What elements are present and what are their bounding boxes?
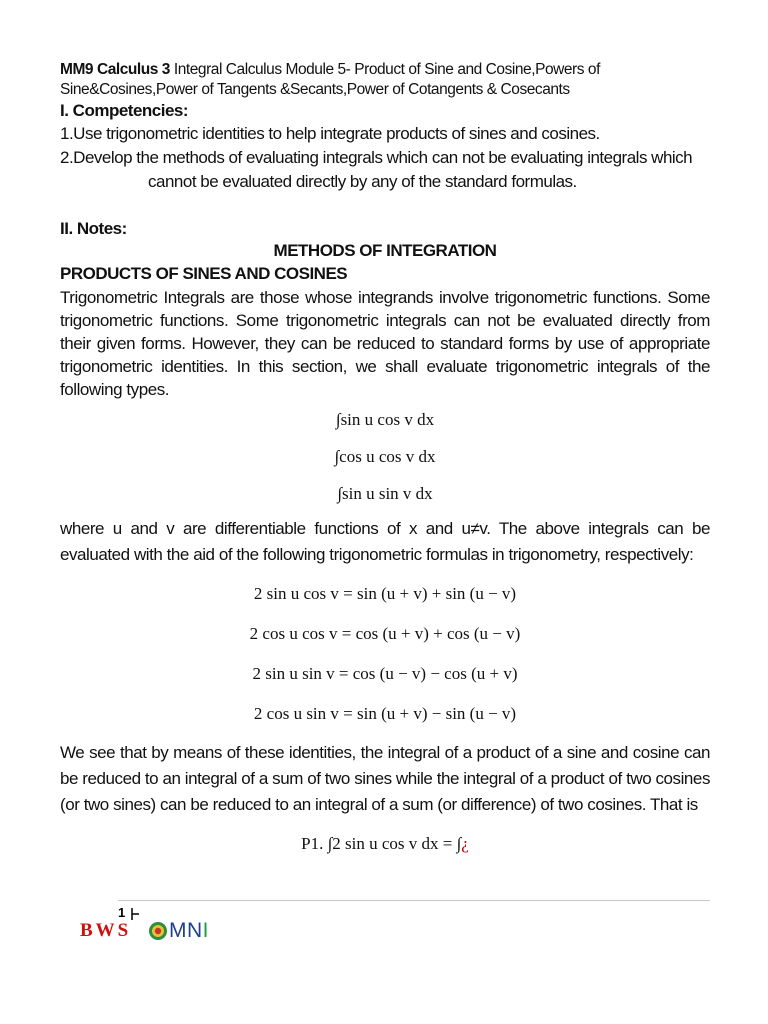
page-number: 1 <box>118 905 126 920</box>
identity-2: 2 cos u cos v = cos (u + v) + cos (u − v) <box>249 624 521 643</box>
p1-formula-line <box>60 826 710 862</box>
module-header-line-2: Sine&Cosines,Power of Tangents &Secants,Power of Cotangents & Cosecants <box>60 81 570 98</box>
omni-emblem-icon <box>148 921 168 941</box>
p1-label: P1. <box>301 834 324 853</box>
competencies-heading: I. Competencies: <box>60 101 189 120</box>
integral-type-3: ∫sin u sin v dx <box>337 484 433 503</box>
competency-item-2-line1: 2.Develop the methods of evaluating integrals which can not be evaluating integrals which <box>60 148 693 167</box>
identity-3: 2 sin u sin v = cos (u − v) − cos (u + v) <box>252 664 518 683</box>
integral-type-1: ∫sin u cos v dx <box>335 410 435 429</box>
competency-item-2-line2: cannot be evaluated directly by any of the standard formulas. <box>148 172 577 191</box>
page-marker-icon <box>130 908 140 920</box>
bws-logo: BWS <box>80 920 132 941</box>
we-see-paragraph: We see that by means of these identities, the integral of a product of a sine and cosine can be reduced to an integral of a sum of two sines while the integral of a product of two cosines (or two sines) can be reduced to an integral of a sum (or difference) of two cosines. That is <box>60 743 710 814</box>
notes-heading: II. Notes: <box>60 219 127 238</box>
where-paragraph: where u and v are differentiable functions of x and u≠v. The above integrals can be evaluated with the aid of the following trigonometric formulas in trigonometry, respectively: <box>60 519 710 564</box>
omni-text-last: I <box>202 919 210 942</box>
omni-text: MN <box>169 919 203 942</box>
competency-item-1: 1.Use trigonometric identities to help integrate products of sines and cosines. <box>60 124 600 143</box>
p1-formula: ∫2 sin u cos v dx = ∫ <box>327 834 462 853</box>
identity-1: 2 sin u cos v = sin (u + v) + sin (u − v) <box>253 584 517 603</box>
identity-4: 2 cos u sin v = sin (u + v) − sin (u − v) <box>253 704 517 723</box>
module-header-line-1 <box>60 60 710 80</box>
module-title-part1: Integral Calculus Module 5- Product of Sine and Cosine,Powers of <box>169 61 600 78</box>
omni-logo <box>148 919 209 943</box>
footer-divider <box>118 900 710 901</box>
products-heading: PRODUCTS OF SINES AND COSINES <box>60 264 348 283</box>
intro-paragraph: Trigonometric Integrals are those whose integrands involve trigonometric functions. Some trigonometric functions. Some trigonometric integrals can not be evaluated directly from their given forms. However, they can be reduced to standard forms by use of appropriate trigonometric identities. In this section, we shall evaluate trigonometric integrals of the following types. <box>60 288 710 399</box>
document-page <box>60 60 710 862</box>
integral-type-2: ∫cos u cos v dx <box>334 447 436 466</box>
methods-heading: METHODS OF INTEGRATION <box>273 241 497 260</box>
p1-broken-glyph: ¿ <box>461 834 469 853</box>
course-code: MM9 Calculus 3 <box>60 61 170 78</box>
